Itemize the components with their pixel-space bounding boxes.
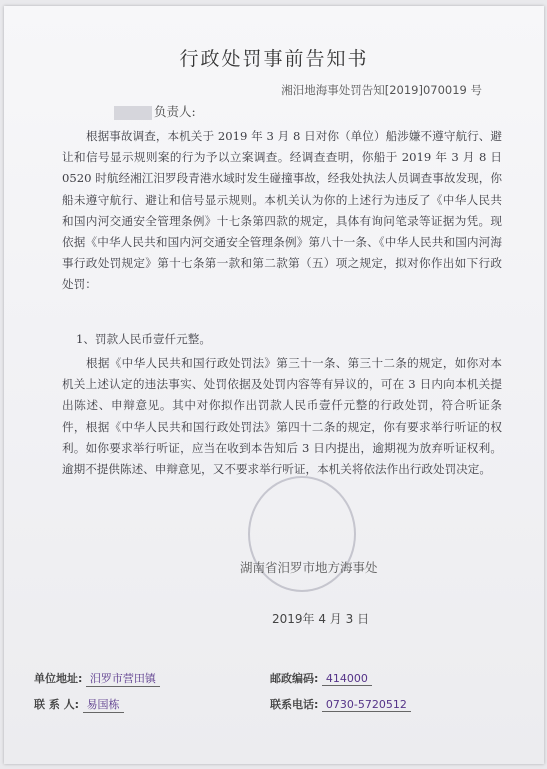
document-title: 行政处罚事前告知书 (179, 48, 369, 70)
recipient-line (114, 102, 196, 120)
issue-date: 2019年 4 月 3 日 (272, 612, 370, 626)
contact-field (34, 696, 124, 713)
postcode-label: 邮政编码: (270, 672, 319, 685)
address-label: 单位地址: (34, 672, 83, 685)
contact-value: 易国栋 (83, 696, 124, 713)
document-page (4, 6, 544, 764)
phone-value: 0730-5720512 (322, 698, 411, 712)
postcode-field (270, 670, 372, 686)
address-value: 汨罗市营田镇 (86, 670, 160, 687)
body-paragraph-facts: 根据事故调查，本机关于 2019 年 3 月 8 日对你（单位）船涉嫌不遵守航行、避让和信号显示规则案的行为予以立案调查。经调查查明，你船于 2019 年 3 月 8 日 0520 时航经湘江汨罗段青港水域时发生碰撞事故，经我处执法人员调查事故发现，你船未遵守航行、避让和信号显示规则。本机关认为你的上述行为违反了《中华人民共和国内河交通安全管理条例》十七条第四款的规定，具体有询问笔录等证据为凭。现依据《中华人民共和国内河交通安全管理条例》第八十一条、《中华人民共和国内河海事行政处罚规定》第十七条第一款和第二款第（五）项之规定，拟对你作出如下行政处罚： (62, 129, 502, 292)
issuing-authority: 湖南省汨罗市地方海事处 (240, 560, 378, 575)
postcode-value: 414000 (322, 672, 372, 686)
contact-label: 联 系 人: (34, 698, 80, 711)
redaction-block (114, 106, 152, 120)
document-number: 湘汨地海事处罚告知[2019]070019 号 (281, 83, 482, 97)
address-field (34, 670, 160, 687)
penalty-item: 1、罚款人民币壹仟元整。 (76, 332, 211, 346)
body-paragraph-rights: 根据《中华人民共和国行政处罚法》第三十一条、第三十二条的规定，如你对本机关上述认定的违法事实、处罚依据及处罚内容等有异议的，可在 3 日内向本机关提出陈述、申辩意见。其中对你拟作出罚款人民币壹仟元整的行政处罚，符合听证条件，根据《中华人民共和国行政处罚法》第四十二条的规定，你有要求举行听证的权利。如你要求举行听证，应当在收到本告知后 3 日内提出，逾期视为放弃听证权利。逾期不提供陈述、申辩意见，又不要求举行听证，本机关将依法作出行政处罚决定。 (62, 356, 502, 477)
phone-label: 联系电话: (270, 698, 319, 711)
recipient-label: 负责人: (154, 104, 196, 119)
phone-field (270, 696, 411, 712)
